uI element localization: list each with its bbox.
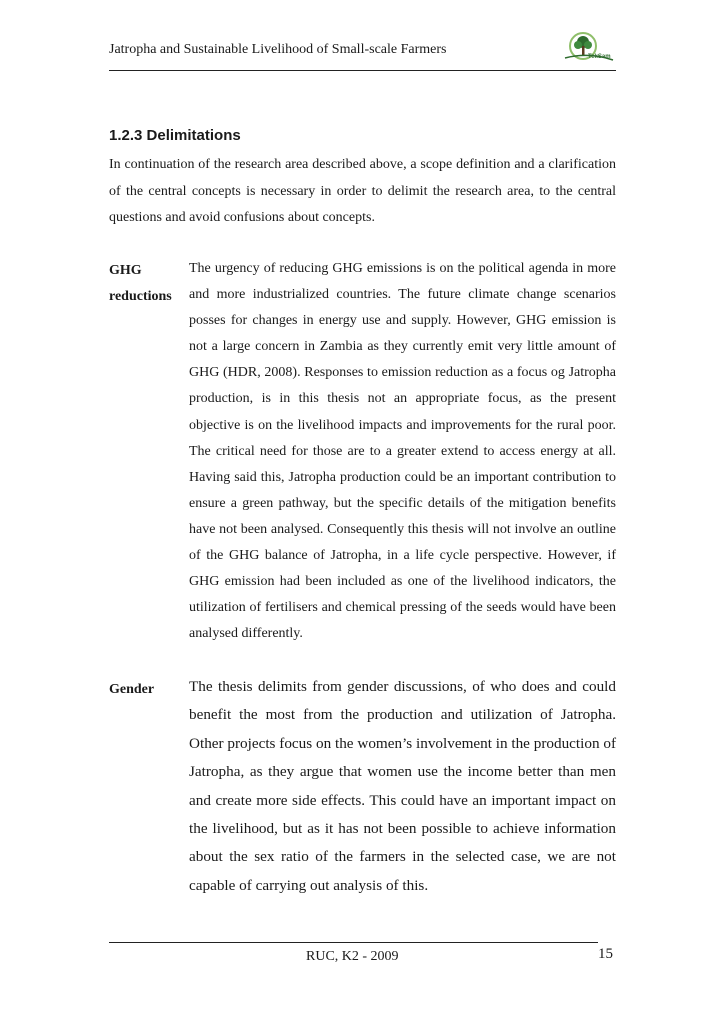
ghg-reductions-body: The urgency of reducing GHG emissions is on the political agenda in more and more industrialized countries. The future climate change scenarios posses for changes in energy use and supply. However, GHG emission is not a large concern in Zambia as they currently emit very little amount of GHG (HDR, 2008). Responses to emission reduction as a focus og Jatropha production, is in this thesis not an appropriate focus, as the present objective is on the livelihood impacts and improvements for the rural poor. The critical need for those are to a greater extend to access energy at all. Having said this, Jatropha production could be an important contribution to ensure a green pathway, but the specific details of the mitigation benefits have not been analysed. Consequently this thesis will not involve an outline of the GHG balance of Jatropha, in a life cycle perspective. However, if GHG emission had been included as one of the livelihood indicators, the utilization of fertilisers and chemical pressing of the seeds would have been analysed differently.: [189, 261, 616, 642]
tekssam-logo: [561, 30, 617, 68]
tree-logo-icon: [561, 30, 617, 68]
term-label: GHG reductions: [109, 263, 172, 304]
term-ghg-reductions: [109, 258, 179, 310]
term-gender: Gender: [109, 682, 155, 697]
page-header: [109, 30, 616, 78]
header-rule: [109, 70, 616, 71]
page-number: 15: [598, 946, 613, 962]
footer-center-text: RUC, K2 - 2009: [306, 949, 399, 964]
logo-text: TekSam: [588, 54, 611, 60]
gender-body: The thesis delimits from gender discussions, of who does and could benefit the most from the production and utilization of Jatropha. Other projects focus on the women’s involvement in the production of Jatropha, as they argue that women use the income better than men and create more side effects. This could have an important impact on the livelihood, but as it has not been possible to achieve information about the sex ratio of the farmers in the selected case, we are not capable of carrying out analysis of this.: [189, 678, 616, 894]
intro-paragraph: In continuation of the research area described above, a scope definition and a clarification of the central concepts is necessary in order to delimit the research area, to the central questions and avoid confusions about concepts.: [109, 157, 616, 225]
section-heading: 1.2.3 Delimitations: [109, 127, 241, 144]
footer-rule: [109, 942, 598, 943]
header-title: Jatropha and Sustainable Livelihood of Small-scale Farmers: [109, 42, 447, 57]
